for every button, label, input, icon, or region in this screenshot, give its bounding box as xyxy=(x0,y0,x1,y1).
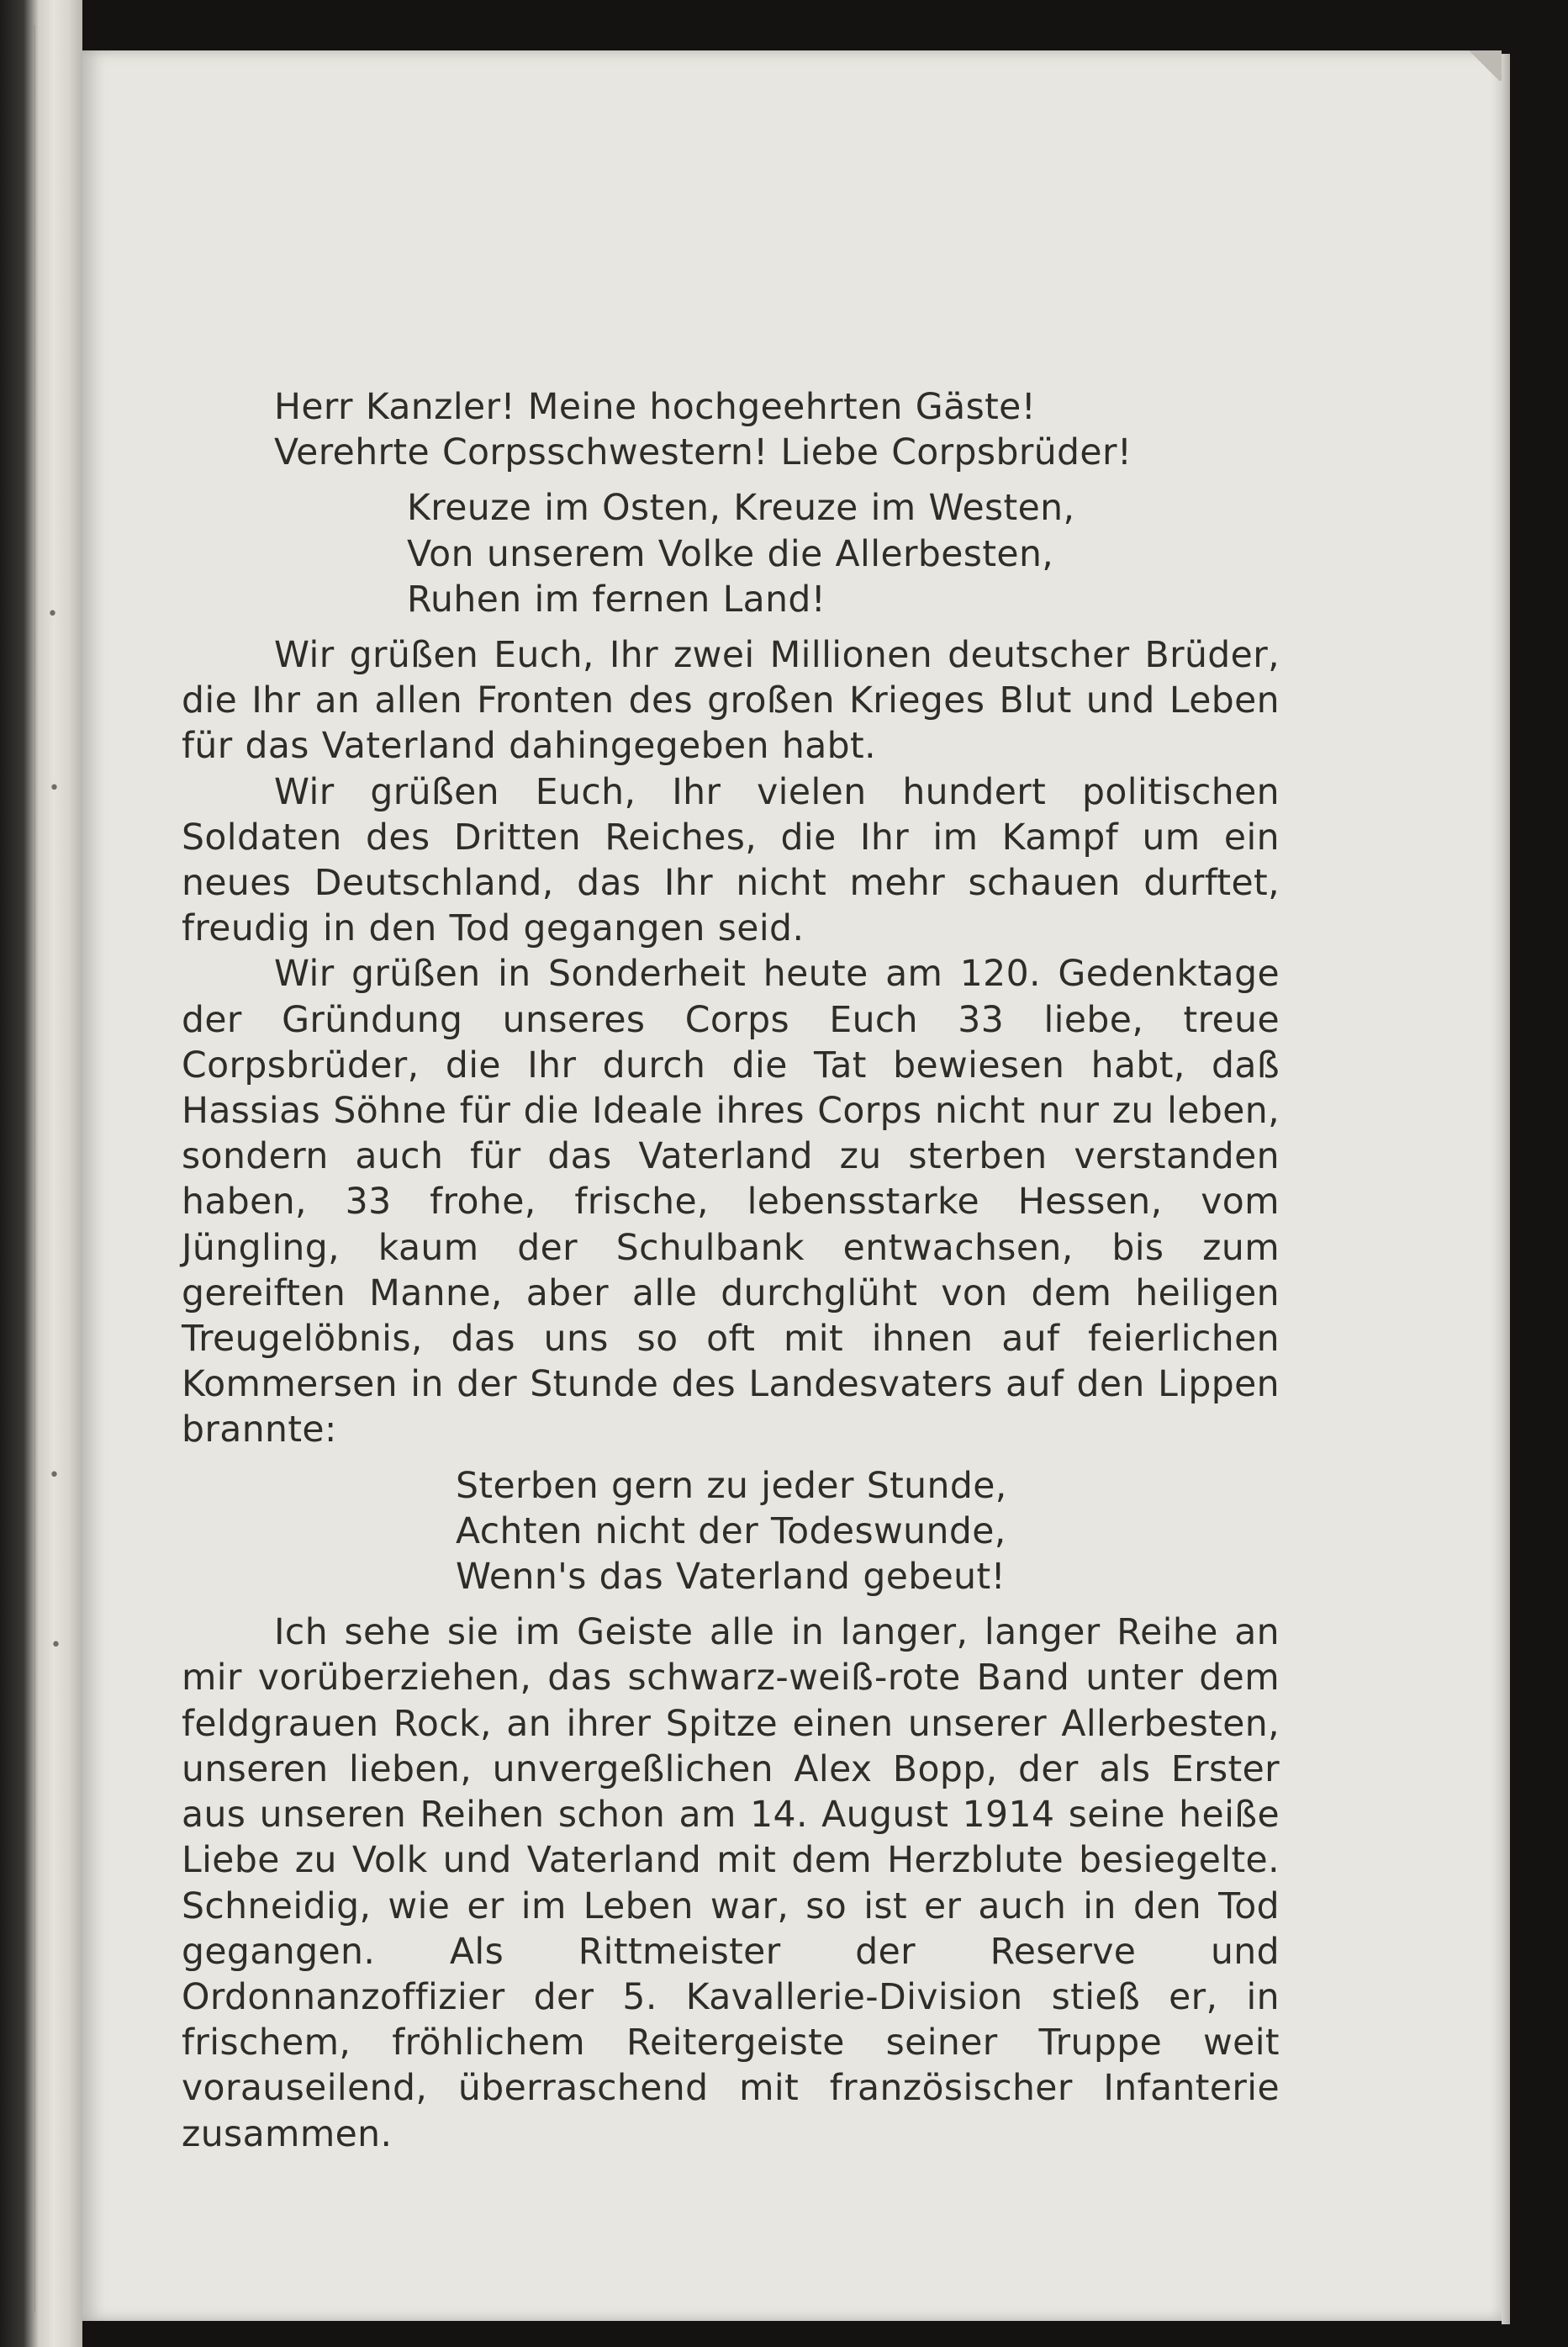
verse-line: Wenn's das Vaterland gebeut! xyxy=(456,1557,1006,1599)
verse-stanza xyxy=(182,486,1280,623)
salutation xyxy=(182,385,1280,476)
verse-line: Achten nicht der Todeswunde, xyxy=(456,1510,1006,1552)
verse-stanza xyxy=(182,1464,1280,1601)
paragraph: Wir grüßen Euch, Ihr vielen hundert politischen Soldaten des Dritten Reiches, die Ihr im Kampf um ein neues Deutschland, das Ihr nicht mehr schauen durftet, freudig in den Tod gegangen seid. xyxy=(182,771,1280,950)
left-page-edge xyxy=(0,0,82,2347)
page-text xyxy=(182,385,1280,2158)
verse-line: Von unserem Volke die Allerbesten, xyxy=(407,533,1054,575)
paragraph: Wir grüßen Euch, Ihr zwei Millionen deutscher Brüder, die Ihr an allen Fronten des großen Krieges Blut und Leben für das Vaterland dahingegeben habt. xyxy=(182,635,1280,768)
salutation-line: Herr Kanzler! Meine hochgeehrten Gäste! xyxy=(274,387,1037,428)
margin-speck: • xyxy=(49,1465,60,1486)
page-corner-fold xyxy=(1466,50,1502,81)
page-right-edge xyxy=(1502,54,1510,2324)
verse-line: Sterben gern zu jeder Stunde, xyxy=(456,1465,1007,1507)
paragraph: Ich sehe sie im Geiste alle in langer, langer Reihe an mir vorüberziehen, das schwarz-weiß-rote Band unter dem feldgrauen Rock, an ihrer Spitze einen unserer Allerbesten, unseren lieben, unvergeßlichen Alex Bopp, der als Erster aus unseren Reihen schon am 14. August 1914 seine heiße Liebe zu Volk und Vaterland mit dem Herzblute besiegelte. Schneidig, wie er im Leben war, so ist er auch in den Tod gegangen. Als Rittmeister der Reserve und Ordonnanzoffizier der 5. Kavallerie-Division stieß er, in frischem, fröhlichem Reitergeiste seiner Truppe weit vorauseilend, überraschend mit französischer Infanterie zusammen. xyxy=(182,1612,1280,2155)
margin-speck: • xyxy=(50,1635,61,1656)
paragraph: Wir grüßen in Sonderheit heute am 120. Gedenktage der Gründung unseres Corps Euch 33 liebe, treue Corpsbrüder, die Ihr durch die Tat bewiesen habt, daß Hassias Söhne für die Ideale ihres Corps nicht nur zu leben, sondern auch für das Vaterland zu sterben verstanden haben, 33 frohe, frische, lebensstarke Hessen, vom Jüngling, kaum der Schulbank entwachsen, bis zum gereiften Manne, aber alle durchglüht von dem heiligen Treugelöbnis, das uns so oft mit ihnen auf feierlichen Kommersen in der Stunde des Landesvaters auf den Lippen brannte: xyxy=(182,954,1280,1451)
margin-speck: • xyxy=(49,778,60,799)
salutation-line: Verehrte Corpsschwestern! Liebe Corpsbrüder! xyxy=(274,432,1132,474)
verse-line: Kreuze im Osten, Kreuze im Westen, xyxy=(407,488,1075,530)
verse-line: Ruhen im fernen Land! xyxy=(407,579,826,621)
margin-speck: • xyxy=(47,604,58,625)
